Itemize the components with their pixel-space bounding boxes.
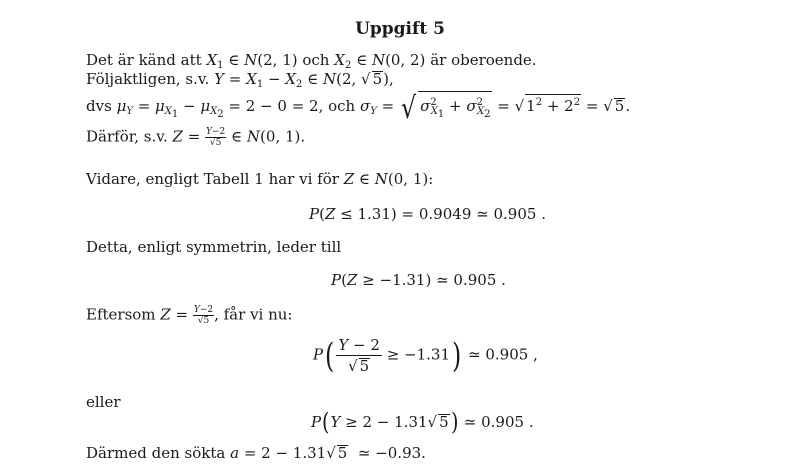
text-4a: Därför, s.v.	[86, 127, 168, 146]
text-7a: Eftersom	[86, 305, 156, 324]
statement-line-3: dvs $\mu_Y = \mu_{X_1} - \mu_{X_2} = 2 - 0 = 2$, och $\sigma_Y$ = √ $\sigma^2_{X_1} + \sigma^2_{X_2}$ = √ $1^2 + 2^2$ = √ 5.	[86, 91, 631, 126]
text-1b: och	[302, 51, 330, 69]
text-6a: Detta, enligt symmetrin, leder till	[86, 238, 342, 256]
text-8a: eller	[86, 393, 121, 411]
text-9a: Därmed den sökta	[86, 444, 226, 462]
text-7b: , får vi nu:	[214, 305, 293, 324]
text-2a: Följaktligen, s.v.	[86, 70, 210, 88]
statement-line-2: Följaktligen, s.v. $Y = X_1 - X_2$ ∈ N(2, √ 5),	[86, 70, 394, 90]
text-3b: , och	[318, 97, 356, 115]
text-3a: dvs	[86, 97, 112, 115]
statement-line-8	[86, 393, 121, 411]
statement-line-6	[86, 238, 341, 256]
text-5a: Vidare, engligt Tabell 1 har vi för	[86, 170, 339, 188]
equation-4: P(Y ≥ 2 − 1.31√ 5) ≃ 0.905 .	[311, 408, 534, 436]
final-value: −0.93	[375, 444, 422, 462]
statement-line-5: Vidare, engligt Tabell 1 har vi för Z ∈ N(0, 1):	[86, 170, 434, 188]
equation-1: P(Z ≤ 1.31) = 0.9049 ≃ 0.905 .	[309, 205, 546, 223]
text-1c: är oberoende.	[430, 51, 537, 69]
prob-value-1: 0.9049	[418, 205, 472, 223]
text-1a: Det är känd att	[86, 51, 202, 69]
statement-line-7: Eftersom Z = $\frac{Y-2}{√5}$ , får vi nu:	[86, 305, 293, 326]
task-title: Uppgift 5	[355, 19, 445, 39]
prob-value-2: 0.905	[493, 205, 537, 223]
statement-line-1: Det är känd att $X_1$ ∈ N(2, 1) och $X_2$ ∈ N(0, 2) är oberoende.	[86, 51, 537, 71]
z-value: 1.31	[357, 205, 391, 223]
statement-line-4: Därför, s.v. Z = $\frac{Y-2}{√5}$ ∈ N(0, 1).	[86, 127, 306, 148]
equation-3: P( $\frac{Y - 2}{√ 5}$ ≥ −1.31) ≃ 0.905 ,	[313, 335, 538, 376]
equation-2: P(Z ≥ −1.31) ≃ 0.905 .	[331, 271, 506, 289]
statement-line-9: Därmed den sökta a = 2 − 1.31√ 5 ≃ −0.93.	[86, 444, 426, 462]
